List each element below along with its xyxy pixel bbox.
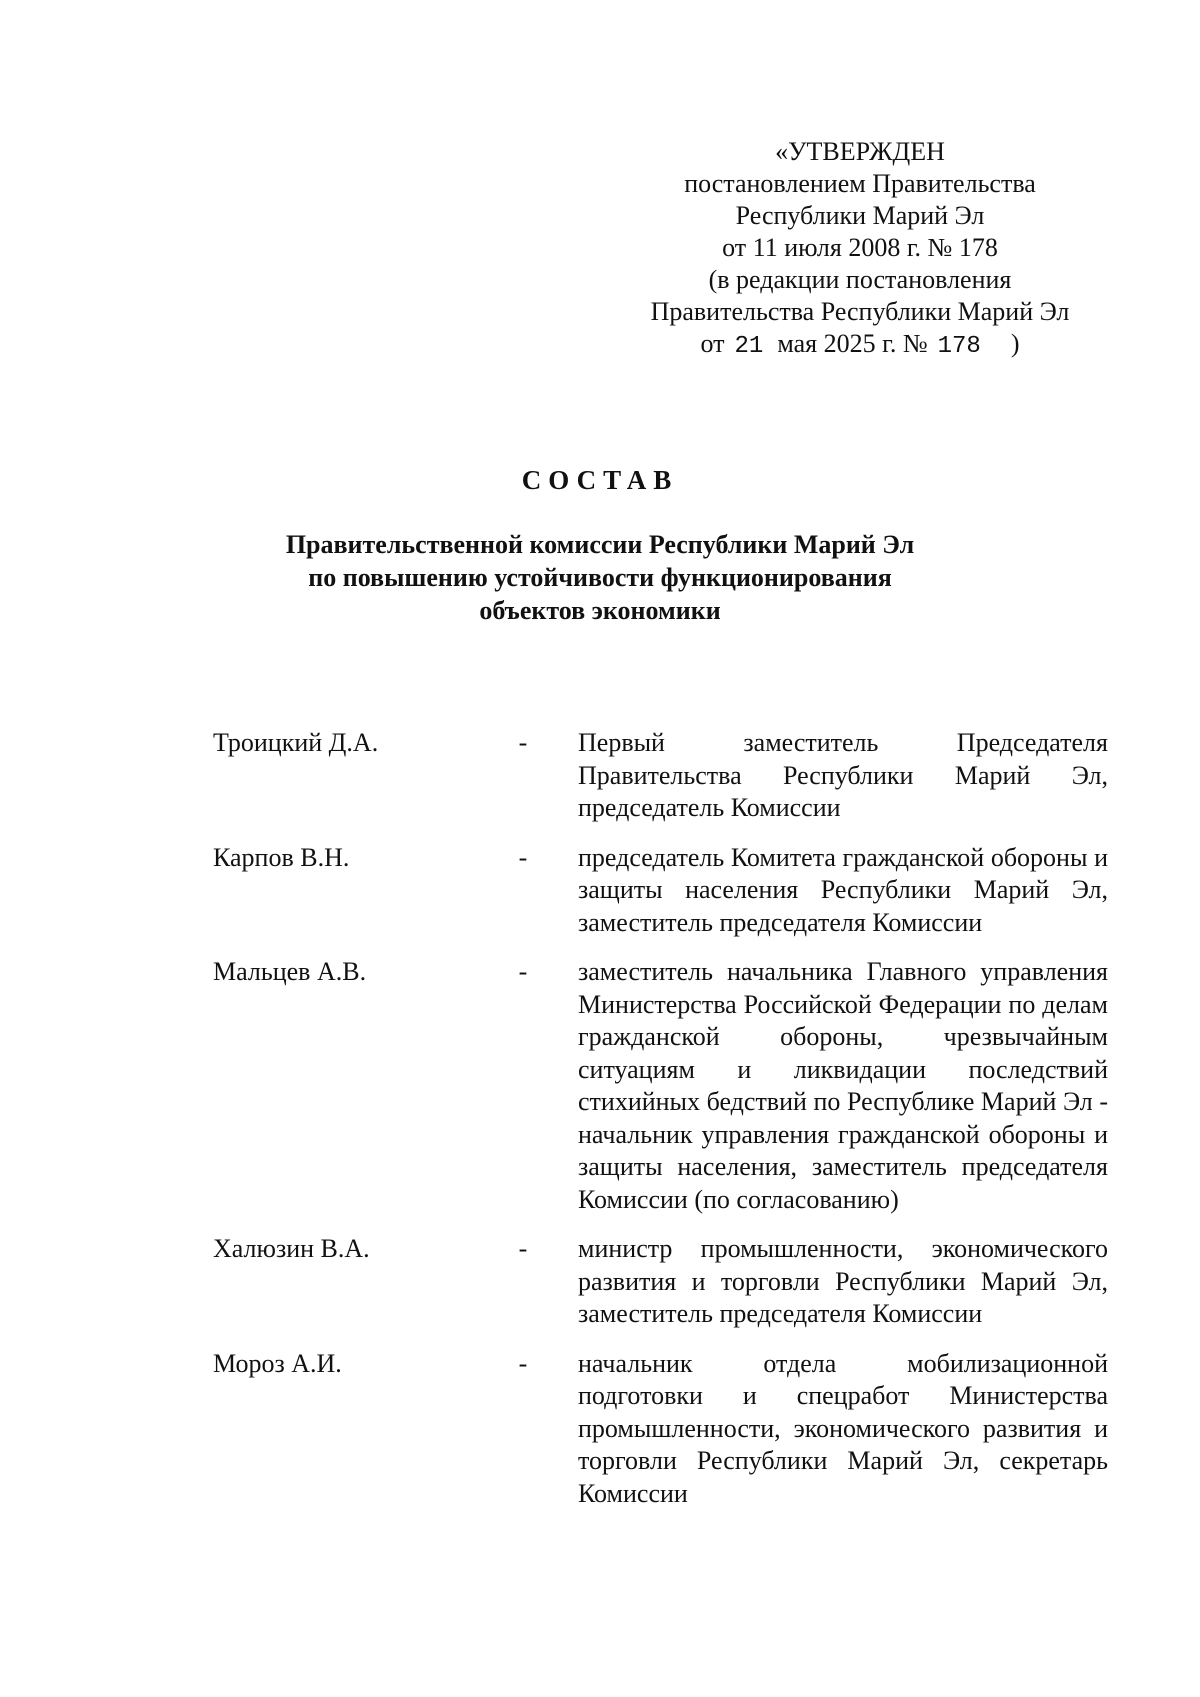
approval-line-revision: (в редакции постановления <box>708 265 1012 294</box>
member-role: Первый заместитель Председателя Правительства Республики Марий Эл, председатель Комиссии <box>578 728 1108 822</box>
document-heading: СОСТАВ <box>521 465 679 495</box>
member-row <box>213 956 1108 1216</box>
member-name: Мороз А.И. <box>213 1348 342 1378</box>
member-role: министр промышленности, экономического развития и торговли Республики Марий Эл, заместитель председателя Комиссии <box>578 1234 1108 1328</box>
approval-line-approved: «УТВЕРЖДЕН <box>775 137 945 166</box>
revision-date-month-year: мая 2025 г. № <box>777 329 928 358</box>
member-role: заместитель начальника Главного управления Министерства Российской Федерации по делам гражданской обороны, чрезвычайным ситуациям и ликвидации последствий стихийных бедствий по Республике Марий Эл - начальник управления гражданской обороны и защиты населения, заместитель председателя Комиссии (по согласованию) <box>578 957 1108 1214</box>
approval-line-resolution: постановлением Правительства <box>684 169 1036 198</box>
subtitle-line-1: Правительственной комиссии Республики Марий Эл <box>285 530 915 559</box>
member-name: Карпов В.Н. <box>213 842 350 872</box>
member-dash: - <box>518 842 528 872</box>
document-subtitle <box>0 528 1200 627</box>
revision-date-prefix: от <box>700 329 725 358</box>
approval-line-republic: Республики Марий Эл <box>735 201 985 230</box>
subtitle-line-2: по повышению устойчивости функционирования <box>308 563 892 592</box>
member-dash: - <box>518 1234 528 1263</box>
member-dash: - <box>518 1348 528 1378</box>
approval-line-original-date: от 11 июля 2008 г. № 178 <box>722 233 998 262</box>
member-dash: - <box>518 728 528 757</box>
member-role: начальник отдела мобилизационной подготовки и спецработ Министерства промышленности, экономического развития и торговли Республики Марий Эл, секретарь Комиссии <box>578 1348 1108 1508</box>
member-row <box>213 1233 1108 1331</box>
member-row <box>213 842 1108 940</box>
member-name: Халюзин В.А. <box>213 1234 370 1263</box>
member-dash: - <box>518 957 528 986</box>
members-list <box>213 727 1108 1527</box>
approval-line-government: Правительства Республики Марий Эл <box>650 297 1070 326</box>
subtitle-line-3: объектов экономики <box>479 596 721 625</box>
revision-date-day: 21 <box>734 333 764 360</box>
revision-number: 178 <box>937 333 981 360</box>
member-row <box>213 1348 1108 1511</box>
approval-block <box>610 136 1110 363</box>
member-name: Мальцев А.В. <box>213 957 367 986</box>
member-role: председатель Комитета гражданской обороны и защиты населения Республики Марий Эл, заместитель председателя Комиссии <box>578 842 1108 937</box>
revision-date-suffix: ) <box>1010 329 1020 358</box>
member-row <box>213 727 1108 825</box>
approval-line-revision-date <box>610 328 1110 363</box>
member-name: Троицкий Д.А. <box>213 728 379 757</box>
